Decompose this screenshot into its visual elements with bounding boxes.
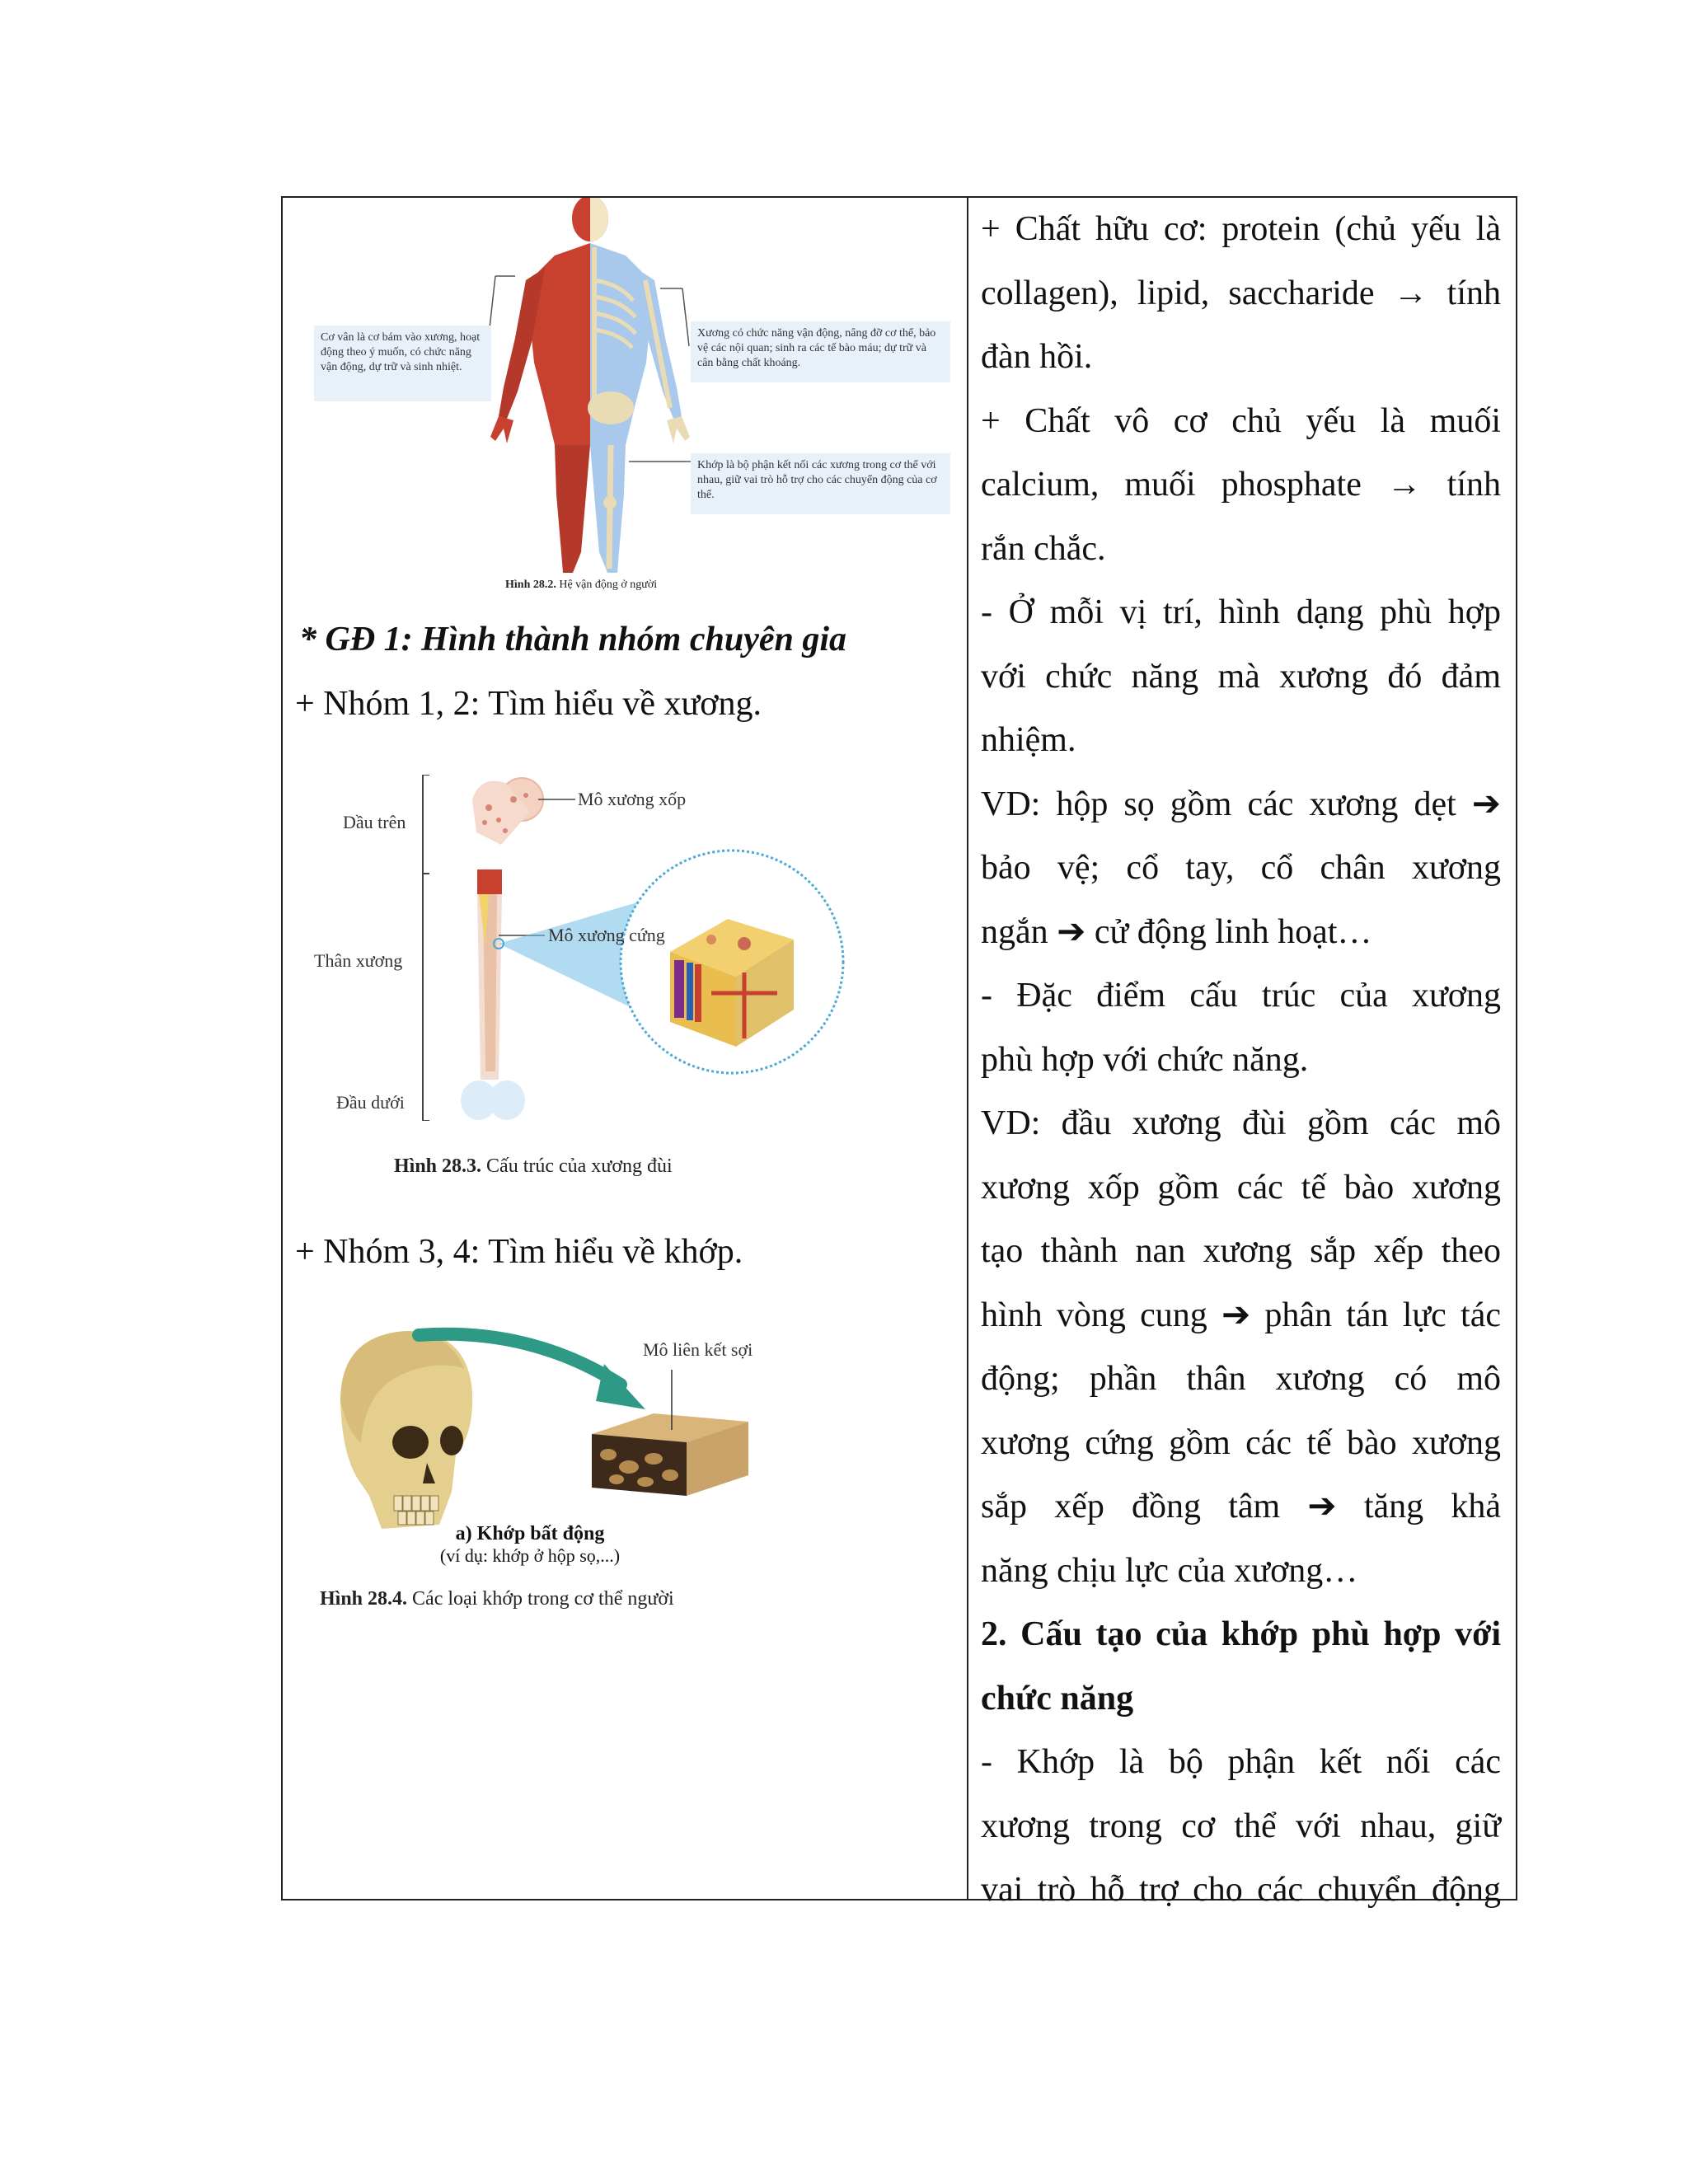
right-column xyxy=(968,198,1516,1909)
subcaption-title: a) Khớp bất động xyxy=(455,1523,605,1544)
label-spongy-bone: Mô xương xốp xyxy=(578,789,687,809)
right-text-line: nhiệm. xyxy=(981,721,1076,759)
right-text-line: hình vòng cung ➔ phân tán lực tác xyxy=(981,1296,1501,1334)
task-group-3-4: + Nhóm 3, 4: Tìm hiểu về khớp. xyxy=(295,1233,743,1271)
caption-text: Các loại khớp trong cơ thể người xyxy=(407,1588,674,1610)
caption-text: Cấu trúc của xương đùi xyxy=(481,1155,673,1177)
callout-joint: Khớp là bộ phận kết nối các xương trong cơ thể với nhau, giữ vai trò hỗ trợ cho các chuyển động của cơ thể. xyxy=(691,453,950,514)
caption-text: Hệ vận động ở người xyxy=(556,579,658,591)
right-text-line: - Đặc điểm cấu trúc của xương xyxy=(981,977,1501,1015)
right-text-line: vai trò hỗ trợ cho các chuyển động xyxy=(981,1871,1501,1909)
figure-28-4-caption xyxy=(320,1588,674,1610)
right-text-line: 2. Cấu tạo của khớp phù hợp với xyxy=(981,1615,1501,1653)
figure-28-4 xyxy=(283,1319,968,1665)
right-text-line: ngắn ➔ cử động linh hoạt… xyxy=(981,912,1372,951)
label-top-end: Dầu trên xyxy=(343,812,406,832)
right-text-line: bảo vệ; cổ tay, cổ chân xương xyxy=(981,849,1501,887)
figure-28-2 xyxy=(283,198,968,602)
right-text-line: chức năng xyxy=(981,1679,1134,1718)
label-fibrous-tissue: Mô liên kết sợi xyxy=(643,1339,753,1360)
right-column-text xyxy=(981,198,1501,1923)
figure-28-3 xyxy=(283,775,968,1177)
right-text-line: collagen), lipid, saccharide → tính xyxy=(981,274,1501,312)
right-text-line: xương xốp gồm các tế bào xương xyxy=(981,1168,1501,1207)
right-text-line: calcium, muối phosphate → tính xyxy=(981,466,1501,504)
label-shaft: Thân xương xyxy=(314,950,403,971)
right-text-line: động; phần thân xương có mô xyxy=(981,1360,1501,1398)
right-text-line: phù hợp với chức năng. xyxy=(981,1040,1309,1079)
right-text-line: + Chất vô cơ chủ yếu là muối xyxy=(981,401,1501,440)
heading-gd1: * GĐ 1: Hình thành nhóm chuyên gia xyxy=(299,621,847,658)
right-text-line: - Ở mỗi vị trí, hình dạng phù hợp xyxy=(981,593,1501,631)
right-text-line: VD: hộp sọ gồm các xương dẹt ➔ xyxy=(981,785,1501,823)
right-text-line: tạo thành nan xương sắp xếp theo xyxy=(981,1232,1501,1270)
right-text-line: với chức năng mà xương đó đảm xyxy=(981,657,1501,696)
right-text-line: năng chịu lực của xương… xyxy=(981,1551,1358,1590)
callout-muscle: Cơ vân là cơ bám vào xương, hoạt động theo ý muốn, có chức năng vận động, dự trữ và sinh nhiệt. xyxy=(314,326,491,401)
right-text-line: sắp xếp đồng tâm ➔ tăng khả xyxy=(981,1488,1501,1526)
figure-28-3-caption xyxy=(394,1155,673,1178)
label-compact-bone: Mô xương cứng xyxy=(548,925,665,945)
figure-28-4-subcaption xyxy=(365,1523,695,1567)
label-bottom-end: Đầu dưới xyxy=(336,1092,405,1113)
right-text-line: xương trong cơ thể với nhau, giữ xyxy=(981,1807,1501,1845)
figure-28-2-caption xyxy=(505,579,657,592)
caption-bold: Hình 28.2. xyxy=(505,579,556,591)
right-text-line: - Khớp là bộ phận kết nối các xyxy=(981,1743,1501,1781)
right-text-line: rắn chắc. xyxy=(981,529,1106,568)
right-text-line: VD: đầu xương đùi gồm các mô xyxy=(981,1104,1501,1142)
caption-bold: Hình 28.4. xyxy=(320,1588,408,1610)
subcaption-example: (ví dụ: khớp ở hộp sọ,...) xyxy=(439,1545,621,1566)
task-group-1-2: + Nhóm 1, 2: Tìm hiểu về xương. xyxy=(295,685,762,723)
callout-bone: Xương có chức năng vận động, nâng đỡ cơ thể, bảo vệ các nội quan; sinh ra các tế bào máu; dự trữ và cân bằng chất khoáng. xyxy=(691,321,950,382)
content-table xyxy=(281,196,1517,1909)
right-text-line: đàn hồi. xyxy=(981,338,1093,376)
left-column xyxy=(283,198,968,1899)
right-text-line: + Chất hữu cơ: protein (chủ yếu là xyxy=(981,210,1501,248)
caption-bold: Hình 28.3. xyxy=(394,1155,482,1177)
right-text-line: xương cứng gồm các tế bào xương xyxy=(981,1423,1501,1462)
